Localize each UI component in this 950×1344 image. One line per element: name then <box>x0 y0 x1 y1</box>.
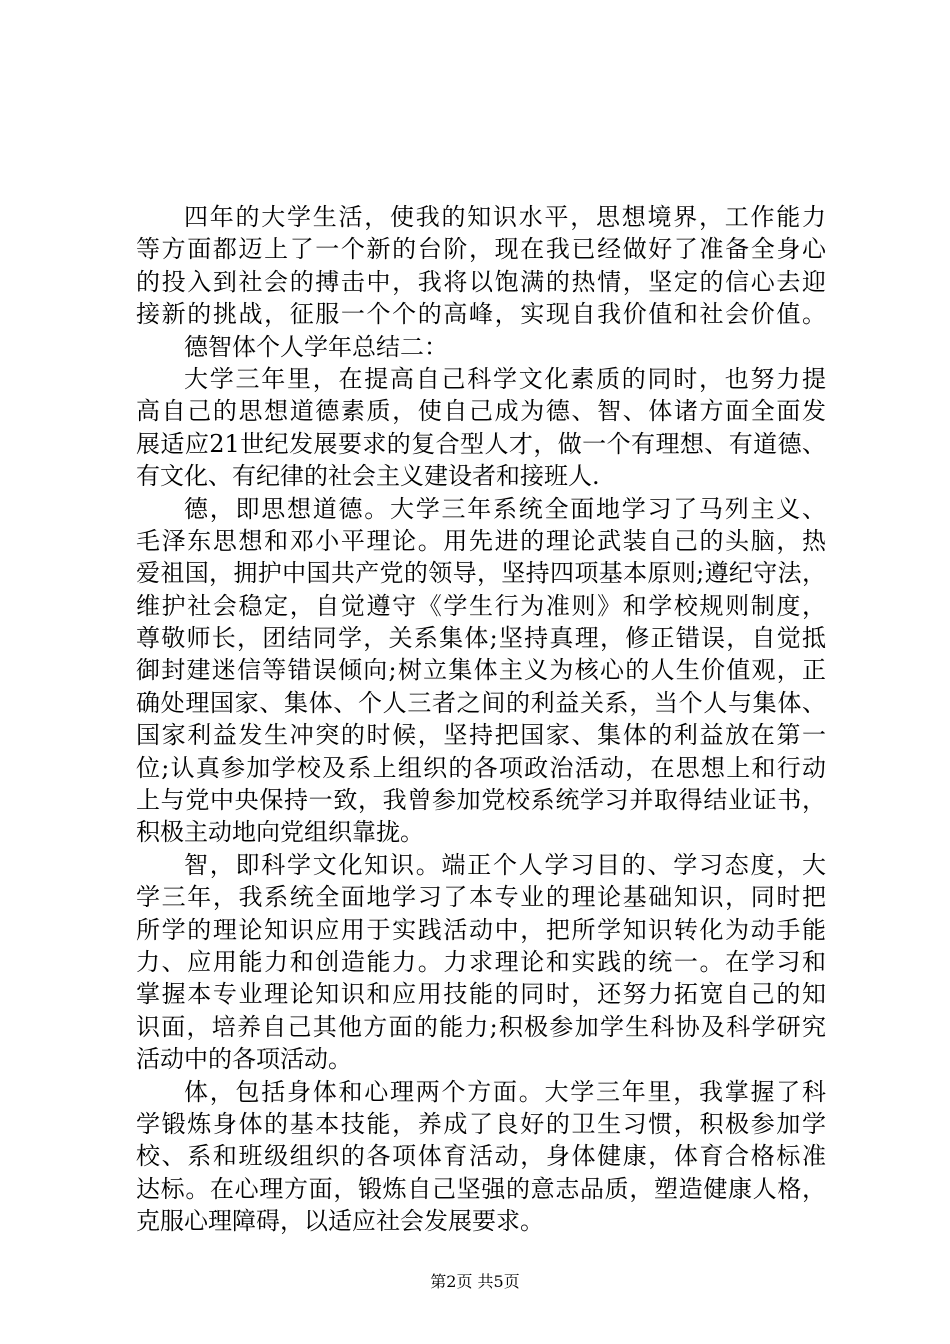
paragraph-line: 的投入到社会的搏击中，我将以饱满的热情，坚定的信心去迎 <box>136 267 826 296</box>
paragraph-line: 校、系和班级组织的各项体育活动，身体健康，体育合格标准 <box>136 1142 826 1171</box>
paragraph-line: 等方面都迈上了一个新的台阶，现在我已经做好了准备全身心 <box>136 235 826 264</box>
paragraph-line: 克服心理障碍，以适应社会发展要求。 <box>136 1207 544 1236</box>
paragraph-line: 达标。在心理方面，锻炼自己坚强的意志品质，塑造健康人格， <box>136 1174 826 1203</box>
paragraph-line: 活动中的各项活动。 <box>136 1045 352 1074</box>
paragraph-line: 上与党中央保持一致，我曾参加党校系统学习并取得结业证书， <box>136 786 826 815</box>
paragraph-line: 国家利益发生冲突的时候，坚持把国家、集体的利益放在第一 <box>136 721 826 750</box>
paragraph-line: 御封建迷信等错误倾向;树立集体主义为核心的人生价值观，正 <box>136 656 826 685</box>
page-number-footer: 第2页 共5页 <box>430 1272 520 1291</box>
paragraph-line: 尊敬师长，团结同学，关系集体;坚持真理，修正错误，自觉抵 <box>136 624 826 653</box>
paragraph-line: 高自己的思想道德素质，使自己成为德、智、体诸方面全面发 <box>136 397 826 426</box>
paragraph-line: 力、应用能力和创造能力。力求理论和实践的统一。在学习和 <box>136 947 826 976</box>
paragraph-line: 识面，培养自己其他方面的能力;积极参加学生科协及科学研究 <box>136 1012 826 1041</box>
paragraph-line: 爱祖国，拥护中国共产党的领导，坚持四项基本原则;遵纪守法， <box>136 559 826 588</box>
paragraph-line: 德，即思想道德。大学三年系统全面地学习了马列主义、 <box>184 494 826 523</box>
paragraph-line: 智，即科学文化知识。端正个人学习目的、学习态度，大 <box>184 850 826 879</box>
paragraph-line: 学锻炼身体的基本技能，养成了良好的卫生习惯，积极参加学 <box>136 1109 826 1138</box>
paragraph-line: 接新的挑战，征服一个个的高峰，实现自我价值和社会价值。 <box>136 300 826 329</box>
paragraph-line: 掌握本专业理论知识和应用技能的同时，还努力拓宽自己的知 <box>136 980 826 1009</box>
paragraph-line: 大学三年里，在提高自己科学文化素质的同时，也努力提 <box>184 364 826 393</box>
paragraph-line: 积极主动地向党组织靠拢。 <box>136 818 424 847</box>
paragraph-line: 展适应21世纪发展要求的复合型人才，做一个有理想、有道德、 <box>136 429 826 458</box>
section-heading: 德智体个人学年总结二： <box>184 332 448 361</box>
paragraph-line: 位;认真参加学校及系上组织的各项政治活动，在思想上和行动 <box>136 753 826 782</box>
paragraph-line: 确处理国家、集体、个人三者之间的利益关系，当个人与集体、 <box>136 688 826 717</box>
paragraph-line: 体，包括身体和心理两个方面。大学三年里，我掌握了科 <box>184 1077 826 1106</box>
paragraph-line: 学三年，我系统全面地学习了本专业的理论基础知识，同时把 <box>136 883 826 912</box>
paragraph-line: 所学的理论知识应用于实践活动中，把所学知识转化为动手能 <box>136 915 826 944</box>
paragraph-line: 四年的大学生活，使我的知识水平，思想境界，工作能力 <box>184 203 826 231</box>
paragraph-line: 维护社会稳定，自觉遵守《学生行为准则》和学校规则制度， <box>136 591 826 620</box>
paragraph-line: 毛泽东思想和邓小平理论。用先进的理论武装自己的头脑，热 <box>136 526 826 555</box>
paragraph-line: 有文化、有纪律的社会主义建设者和接班人. <box>136 462 600 491</box>
document-body <box>136 201 826 1238</box>
